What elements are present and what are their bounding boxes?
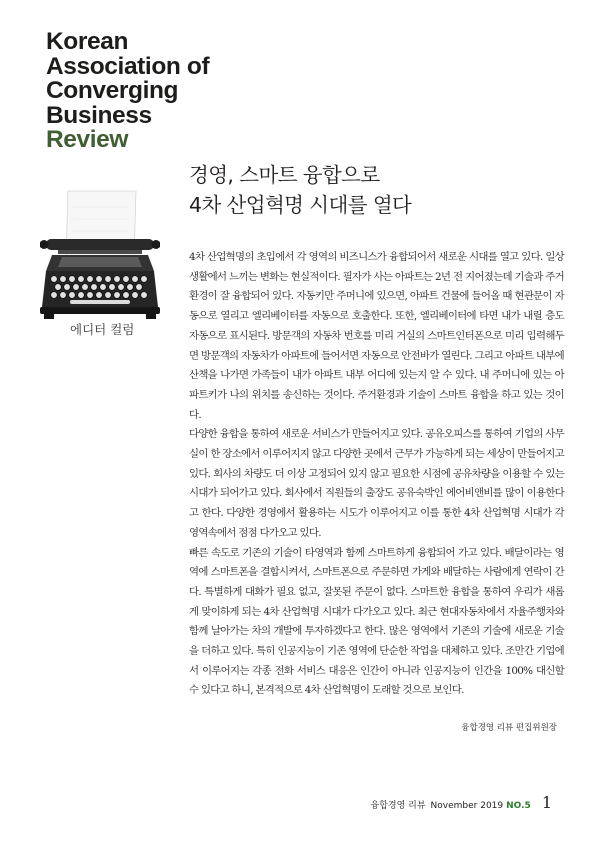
footer-issue: NO.5 [506, 801, 531, 811]
body-paragraph: 4차 산업혁명의 초입에서 각 영역의 비즈니스가 융합되어서 새로운 시대를 열고 있다. 일상생활에서 느끼는 변화는 현실적이다. 필자가 사는 아파트는 2년 전 지어졌는데 기술과 주거환경이 잘 융합되어 있다. 자동키만 주머니에 있으면, 아파트 건물에 들어올 때 현관문이 자동으로 열리고 엘리베이터를 자동으로 호출한다. 또한, 엘리베이터에 타면 내가 내릴 층도 자동으로 표시된다. 방문객의 자동차 번호를 미리 거실의 스마트인터폰으로 미리 입력해두면 방문객의 자동차가 아파트에 들어서면 자동으로 안전바가 열린다. 그리고 아파트 내부에 산책을 나가면 가족들이 내가 아파트 내부 어디에 있는지 알 수 있다. 내 주머니에 있는 아파트키가 나의 위치를 송신하는 것이다. 주거환경과 기술이 스마트 융합을 하고 있는 것이다. [189, 251, 564, 421]
column-label: 에디터 컬럼 [70, 322, 135, 337]
article-body [189, 248, 564, 701]
headline-line-2: 4차 산업혁명 시대를 열다 [189, 193, 412, 217]
journal-title [46, 30, 209, 153]
author-signature: 융합경영 리뷰 편집위원장 [461, 723, 557, 733]
typewriter-illustration [40, 187, 160, 322]
footer-date: November 2019 [430, 801, 504, 811]
journal-title-line: Association of [46, 52, 210, 80]
body-paragraph: 빠른 속도로 기존의 기술이 타영역과 함께 스마트하게 융합되어 가고 있다. 배달이라는 영역에 스마트폰을 결합시켜서, 스마트폰으로 주문하면 가게와 배달하는 사람에게 연락이 간다. 특별하게 대화가 필요 없고, 잘못된 주문이 없다. 스마트한 융합을 통하여 우리가 새롭게 맞이하게 되는 4차 산업혁명 시대가 다가오고 있다. 최근 현대자동차에서 자율주행차와 함께 날아가는 차의 개발에 투자하겠다고 한다. 많은 영역에서 기존의 기술에 새로운 기술을 더하고 있다. 특히 인공지능이 기존 영역에 단순한 작업을 대체하고 있다. 조만간 기업에서 이루어지는 각종 전화 서비스 대응은 인간이 아니라 인공지능이 인간을 100% 대신할 수 있다고 하니, 본격적으로 4차 산업혁명이 도래할 것으로 보인다. [189, 546, 564, 697]
journal-title-line: Korean [46, 28, 129, 55]
journal-title-line: Converging [46, 77, 179, 104]
body-paragraph: 다양한 융합을 통하여 새로운 서비스가 만들어지고 있다. 공유오피스를 통하여 기업의 사무실이 한 장소에서 이루어지지 않고 다양한 곳에서 근무가 가능하게 되는 세상이 만들어지고 있다. 회사의 차량도 더 이상 고정되어 있지 않고 필요한 시점에 공유차량을 이용할 수 있는 시대가 되어가고 있다. 회사에서 직원들의 출장도 공유숙박인 에어비앤비를 많이 이용한다고 한다. 다양한 경영에서 활용하는 시도가 이루어지고 이를 통한 4차 산업혁명 시대가 각 영역속에서 점점 다가오고 있다. [189, 428, 564, 539]
article-headline [189, 160, 411, 220]
page-number: 1 [541, 793, 552, 812]
journal-title-line: Business [46, 101, 152, 129]
footer-journal-name: 융합경영 리뷰 [370, 801, 426, 811]
page-footer [371, 793, 552, 812]
headline-line-1: 경영, 스마트 융합으로 [189, 163, 380, 187]
journal-title-accent: Review [46, 126, 129, 153]
